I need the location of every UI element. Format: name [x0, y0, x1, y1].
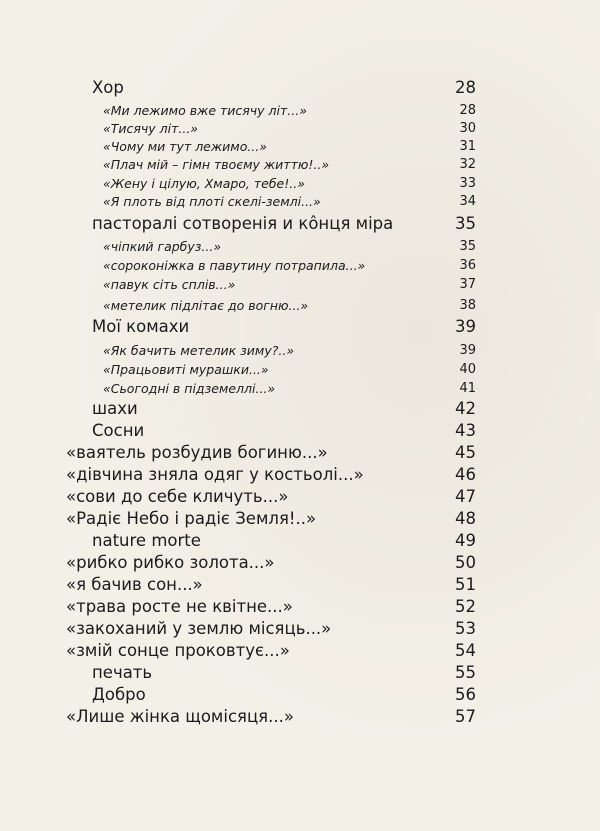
- toc-page-number: 34: [459, 194, 476, 209]
- toc-page-number: 53: [455, 619, 476, 638]
- toc-page-number: 38: [459, 298, 476, 313]
- toc-page-number: 28: [459, 103, 476, 118]
- toc-title: «павук сіть сплів...»: [103, 277, 236, 292]
- toc-title: nature morte: [92, 531, 201, 550]
- toc-entry: [0, 487, 600, 509]
- toc-title: Сосни: [92, 421, 145, 440]
- toc-page-number: 55: [455, 663, 476, 682]
- toc-page-number: 30: [459, 121, 476, 136]
- toc-page-number: 35: [455, 214, 476, 233]
- toc-title: «трава росте не квітне...»: [66, 597, 293, 616]
- toc-title: «чіпкий гарбуз...»: [103, 239, 222, 254]
- toc-page-number: 39: [455, 317, 476, 336]
- toc-title: «Тисячу літ...»: [103, 121, 199, 136]
- toc-title: «Чому ми тут лежимо...»: [103, 139, 267, 154]
- toc-entry: [0, 553, 600, 575]
- toc-page-number: 41: [459, 381, 476, 396]
- toc-page-number: 28: [455, 78, 476, 97]
- toc-page-number: 43: [455, 421, 476, 440]
- toc-title: пасторалі сотворенія и кôнця міра: [92, 214, 394, 233]
- toc-page-number: 49: [455, 531, 476, 550]
- toc-entry: [0, 78, 600, 100]
- toc-page-number: 37: [459, 277, 476, 292]
- toc-title: «Радіє Небо і радіє Земля!..»: [66, 509, 317, 528]
- toc-page-number: 56: [455, 685, 476, 704]
- toc-entry: [0, 214, 600, 236]
- toc-entry: [0, 685, 600, 707]
- toc-title: «Ми лежимо вже тисячу літ...»: [103, 103, 307, 118]
- toc-title: «закоханий у землю місяць...»: [66, 619, 332, 638]
- toc-title: «метелик підлітає до вогню...»: [103, 298, 309, 313]
- toc-page-number: 57: [455, 707, 476, 726]
- toc-entry: [0, 465, 600, 487]
- toc-entry: [0, 597, 600, 619]
- toc-title: Мої комахи: [92, 317, 190, 336]
- toc-title: «змій сонце проковтує...»: [66, 641, 290, 660]
- toc-title: печать: [92, 663, 153, 682]
- toc-entry: [0, 663, 600, 685]
- toc-subentry: [0, 277, 600, 299]
- toc-title: «Я плоть від плоті скелі-землі...»: [103, 194, 321, 209]
- toc-title: «ваятель розбудив богиню...»: [66, 443, 328, 462]
- toc-page-number: 48: [455, 509, 476, 528]
- toc-page-number: 32: [459, 157, 476, 172]
- toc-page-number: 46: [455, 465, 476, 484]
- toc-title: «сови до себе кличуть...»: [66, 487, 289, 506]
- toc-page-number: 45: [455, 443, 476, 462]
- toc-title: «Працьовиті мурашки...»: [103, 362, 269, 377]
- toc-page-number: 54: [455, 641, 476, 660]
- toc-entry: [0, 509, 600, 531]
- toc-subentry: [0, 194, 600, 216]
- toc-title: «Лише жінка щомісяця...»: [66, 707, 294, 726]
- toc-title: «дівчина зняла одяг у костьолі...»: [66, 465, 364, 484]
- toc-page-number: 31: [459, 139, 476, 154]
- toc-page-number: 36: [459, 258, 476, 273]
- toc-page-number: 47: [455, 487, 476, 506]
- toc-page-number: 51: [455, 575, 476, 594]
- toc-page-number: 42: [455, 399, 476, 418]
- toc-title: «я бачив сон...»: [66, 575, 203, 594]
- toc-entry: [0, 399, 600, 421]
- toc-title: «Сьогодні в підземеллі...»: [103, 381, 276, 396]
- toc-title: «Жену і цілую, Хмаро, тебе!..»: [103, 176, 305, 191]
- toc-entry: [0, 575, 600, 597]
- toc-entry: [0, 641, 600, 663]
- toc-page-number: 50: [455, 553, 476, 572]
- toc-entry: [0, 443, 600, 465]
- toc-entry: [0, 619, 600, 641]
- toc-title: шахи: [92, 399, 138, 418]
- toc-page-number: 35: [459, 239, 476, 254]
- toc-entry: [0, 707, 600, 729]
- toc-entry: [0, 421, 600, 443]
- toc-title: «сороконіжка в павутину потрапила...»: [103, 258, 366, 273]
- toc-title: «Плач мій – гімн твоєму життю!..»: [103, 157, 330, 172]
- toc-page-number: 33: [459, 176, 476, 191]
- toc-title: Добро: [92, 685, 146, 704]
- toc-page-number: 52: [455, 597, 476, 616]
- toc-page-number: 40: [459, 362, 476, 377]
- toc-page-number: 39: [459, 343, 476, 358]
- toc-title: «Як бачить метелик зиму?..»: [103, 343, 295, 358]
- toc-entry: [0, 317, 600, 339]
- toc-title: «рибко рибко золота...»: [66, 553, 275, 572]
- toc-title: Хор: [92, 78, 124, 97]
- toc-entry: [0, 531, 600, 553]
